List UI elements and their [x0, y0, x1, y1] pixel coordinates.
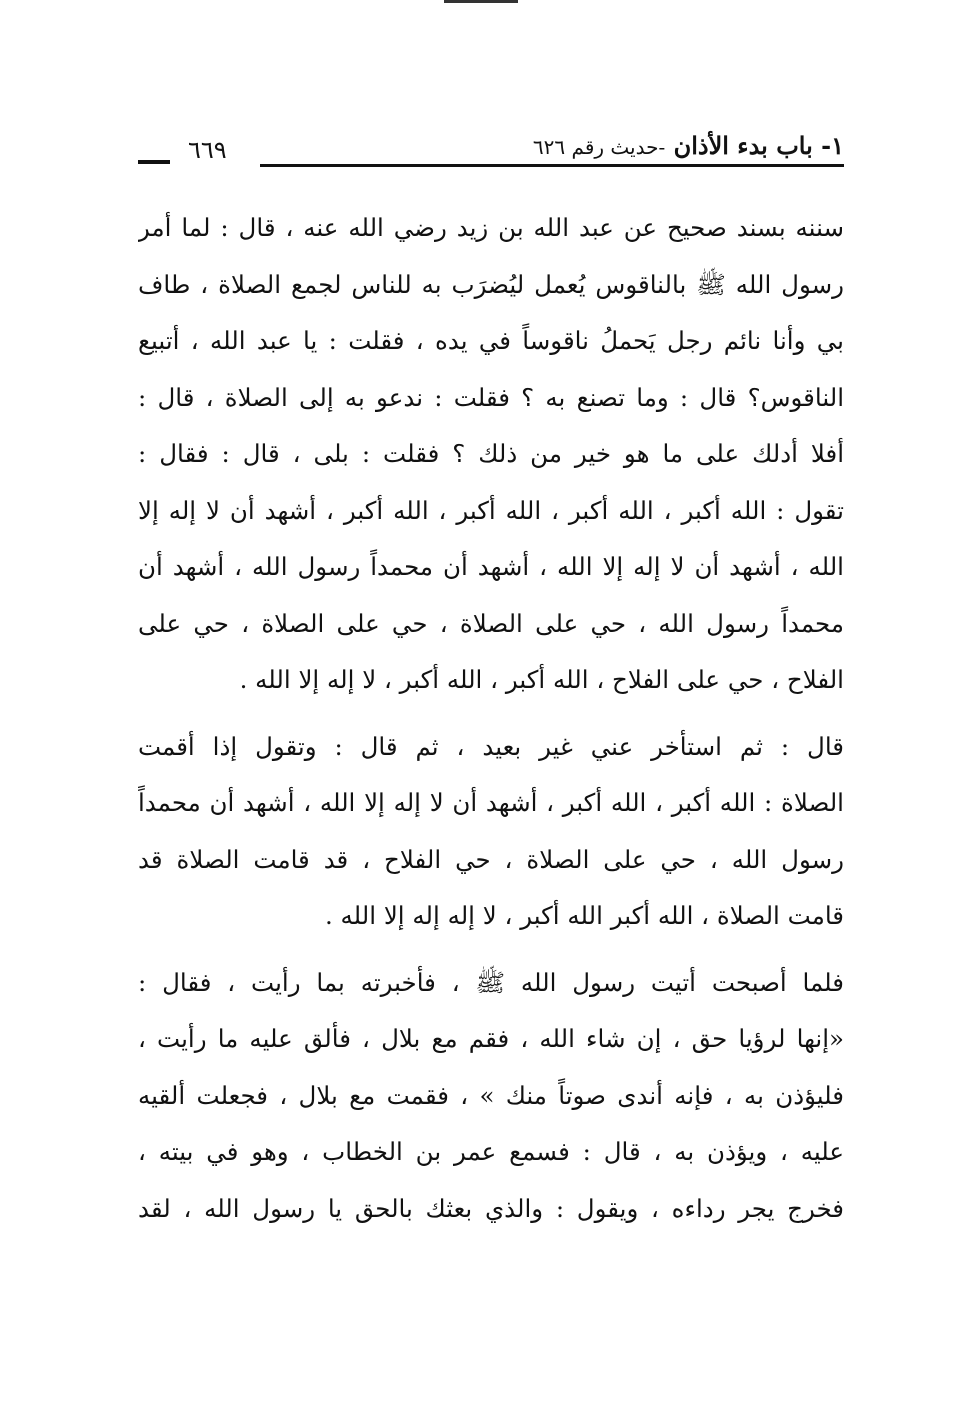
text-line: رسول الله ﷺ بالناقوس يُعمل ليُضرَب به للناس لجمع الصلاة ، طاف — [138, 269, 844, 299]
paragraph — [138, 955, 844, 1238]
text-line: بي وأنا نائم رجل يَحملُ ناقوساً في يده ، فقلت : يا عبد الله ، أتبيع — [138, 326, 844, 355]
text-line: «إنها لرؤيا حق ، إن شاء الله ، فقم مع بلال ، فألق عليه ما رأيت ، — [138, 1024, 844, 1053]
paragraph — [138, 719, 844, 945]
text-line: عليه ، ويؤذن به ، قال : فسمع عمر بن الخطاب ، وهو في بيته ، — [138, 1137, 844, 1166]
header-rule-short — [138, 160, 170, 164]
text-line: الناقوس؟ قال : وما تصنع به ؟ فقلت : ندعو به إلى الصلاة ، قال : — [138, 382, 844, 412]
text-line: قال : ثم استأخر عني غير بعيد ، ثم قال : وتقول إذا أقمت — [138, 731, 844, 761]
hadith-reference: -حديث رقم ٦٢٦ — [532, 135, 666, 159]
chapter-heading — [533, 130, 844, 163]
paragraph-gap — [138, 709, 844, 719]
page-number: ٦٦٩ — [188, 136, 227, 164]
page-body — [138, 200, 844, 1237]
header-rule-long — [260, 164, 844, 167]
text-line: فليؤذن به ، فإنه أندى صوتاً منك » ، فقمت مع بلال ، فجعلت ألقيه — [138, 1080, 844, 1110]
text-line: قامت الصلاة ، الله أكبر الله أكبر ، لا إله إله إلا الله . — [324, 901, 844, 930]
text-line: الصلاة : الله أكبر ، الله أكبر ، أشهد أن لا إله إلا الله ، أشهد أن محمداً — [138, 788, 844, 817]
running-header — [138, 130, 844, 178]
paragraph-gap — [138, 945, 844, 955]
text-line: الفلاح ، حي على الفلاح ، الله أكبر ، الله أكبر ، لا إله إلا الله . — [239, 665, 844, 694]
text-line: الله ، أشهد أن لا إله إلا الله ، أشهد أن محمداً رسول الله ، أشهد أن — [138, 552, 844, 581]
chapter-title: ١- باب بدء الأذان — [673, 131, 844, 160]
top-edge-mark — [444, 0, 518, 3]
text-line: سننه بسند صحيح عن عبد الله بن زيد رضي الله عنه ، قال : لما أمر — [138, 213, 844, 242]
paragraph — [138, 200, 844, 709]
text-line: فخرج يجر رداءه ، ويقول : والذي بعثك بالحق يا رسول الله ، لقد — [138, 1193, 844, 1223]
text-line: تقول : الله أكبر ، الله أكبر ، الله أكبر ، الله أكبر ، أشهد أن لا إله إلا — [138, 495, 844, 525]
text-line: رسول الله ، حي على الصلاة ، حي الفلاح ، قد قامت الصلاة قد — [138, 844, 844, 874]
text-line: فلما أصبحت أتيت رسول الله ﷺ ، فأخبرته بما رأيت ، فقال : — [138, 967, 844, 997]
text-line: محمداً رسول الله ، حي على الصلاة ، حي على الصلاة ، حي على — [138, 608, 844, 638]
text-line: أفلا أدلك على ما هو خير من ذلك ؟ فقلت : بلى ، قال : فقال : — [138, 439, 844, 468]
